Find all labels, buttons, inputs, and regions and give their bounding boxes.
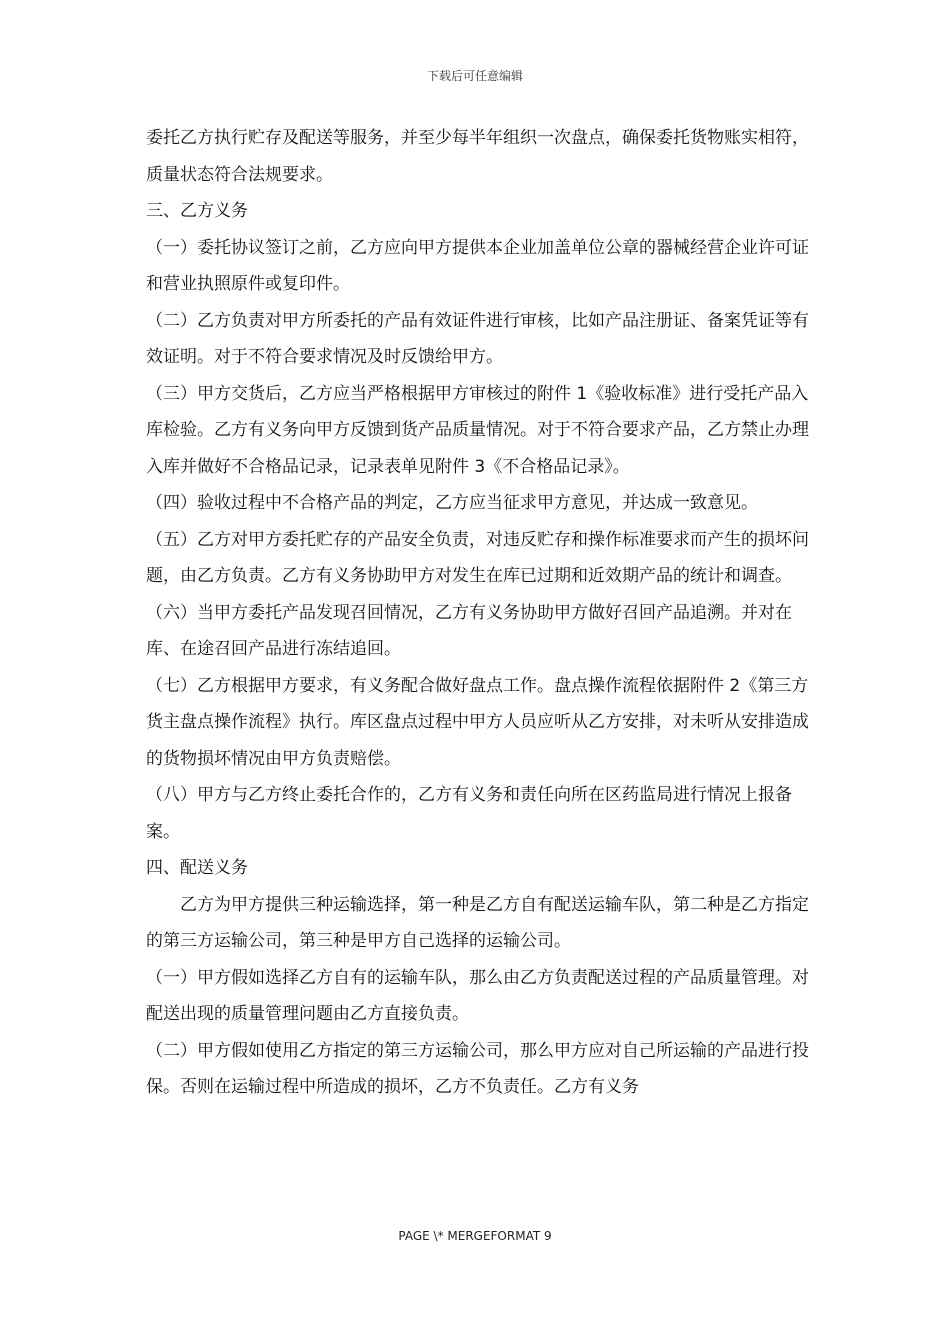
clause-7-stocktaking: （七）乙方根据甲方要求，有义务配合做好盘点工作。盘点操作流程依据附件 2《第三方货主盘点操作流程》执行。库区盘点过程中甲方人员应听从乙方安排，对未听从安排造成的货物损坏情况由甲方负责赔偿。 <box>146 675 809 769</box>
page-header: 下载后可任意编辑 <box>426 69 523 83</box>
clause-4-nonconformity-judgement: （四）验收过程中不合格产品的判定，乙方应当征求甲方意见，并达成一致意见。 <box>146 493 758 513</box>
clause-5-storage-safety: （五）乙方对甲方委托贮存的产品安全负责，对违反贮存和操作标准要求而产生的损坏问题，由乙方负责。乙方有义务协助甲方对发生在库已过期和近效期产品的统计和调查。 <box>146 529 809 586</box>
clause-1-licenses: （一）委托协议签订之前，乙方应向甲方提供本企业加盖单位公章的器械经营企业许可证和营业执照原件或复印件。 <box>146 237 809 294</box>
section-heading-delivery-obligations: 四、配送义务 <box>146 858 248 878</box>
clause-3-inbound-inspection: （三）甲方交货后，乙方应当严格根据甲方审核过的附件 1《验收标准》进行受托产品入库检验。乙方有义务向甲方反馈到货产品质量情况。对于不符合要求产品，乙方禁止办理入库并做好不合格品记录，记录表单见附件 3《不合格品记录》。 <box>146 383 809 477</box>
paragraph-transport-options: 乙方为甲方提供三种运输选择，第一种是乙方自有配送运输车队，第二种是乙方指定的第三方运输公司，第三种是甲方自己选择的运输公司。 <box>146 894 809 951</box>
clause-2-certificate-review: （二）乙方负责对甲方所委托的产品有效证件进行审核，比如产品注册证、备案凭证等有效证明。对于不符合要求情况及时反馈给甲方。 <box>146 310 809 367</box>
delivery-clause-1-own-fleet: （一）甲方假如选择乙方自有的运输车队，那么由乙方负责配送过程的产品质量管理。对配送出现的质量管理问题由乙方直接负责。 <box>146 967 809 1024</box>
section-heading-party-b-obligations: 三、乙方义务 <box>146 201 248 221</box>
delivery-clause-2-third-party: （二）甲方假如使用乙方指定的第三方运输公司，那么甲方应对自己所运输的产品进行投保。否则在运输过程中所造成的损坏，乙方不负责任。乙方有义务 <box>146 1040 809 1097</box>
clause-6-recall: （六）当甲方委托产品发现召回情况，乙方有义务协助甲方做好召回产品追溯。并对在库、在途召回产品进行冻结追回。 <box>146 602 792 659</box>
document-body <box>146 120 818 1106</box>
page-footer: PAGE \* MERGEFORMAT 9 <box>398 1229 552 1243</box>
paragraph-storage-service: 委托乙方执行贮存及配送等服务，并至少每半年组织一次盘点，确保委托货物账实相符，质量状态符合法规要求。 <box>146 128 809 185</box>
clause-8-termination-filing: （八）甲方与乙方终止委托合作的，乙方有义务和责任向所在区药监局进行情况上报备案。 <box>146 785 792 842</box>
